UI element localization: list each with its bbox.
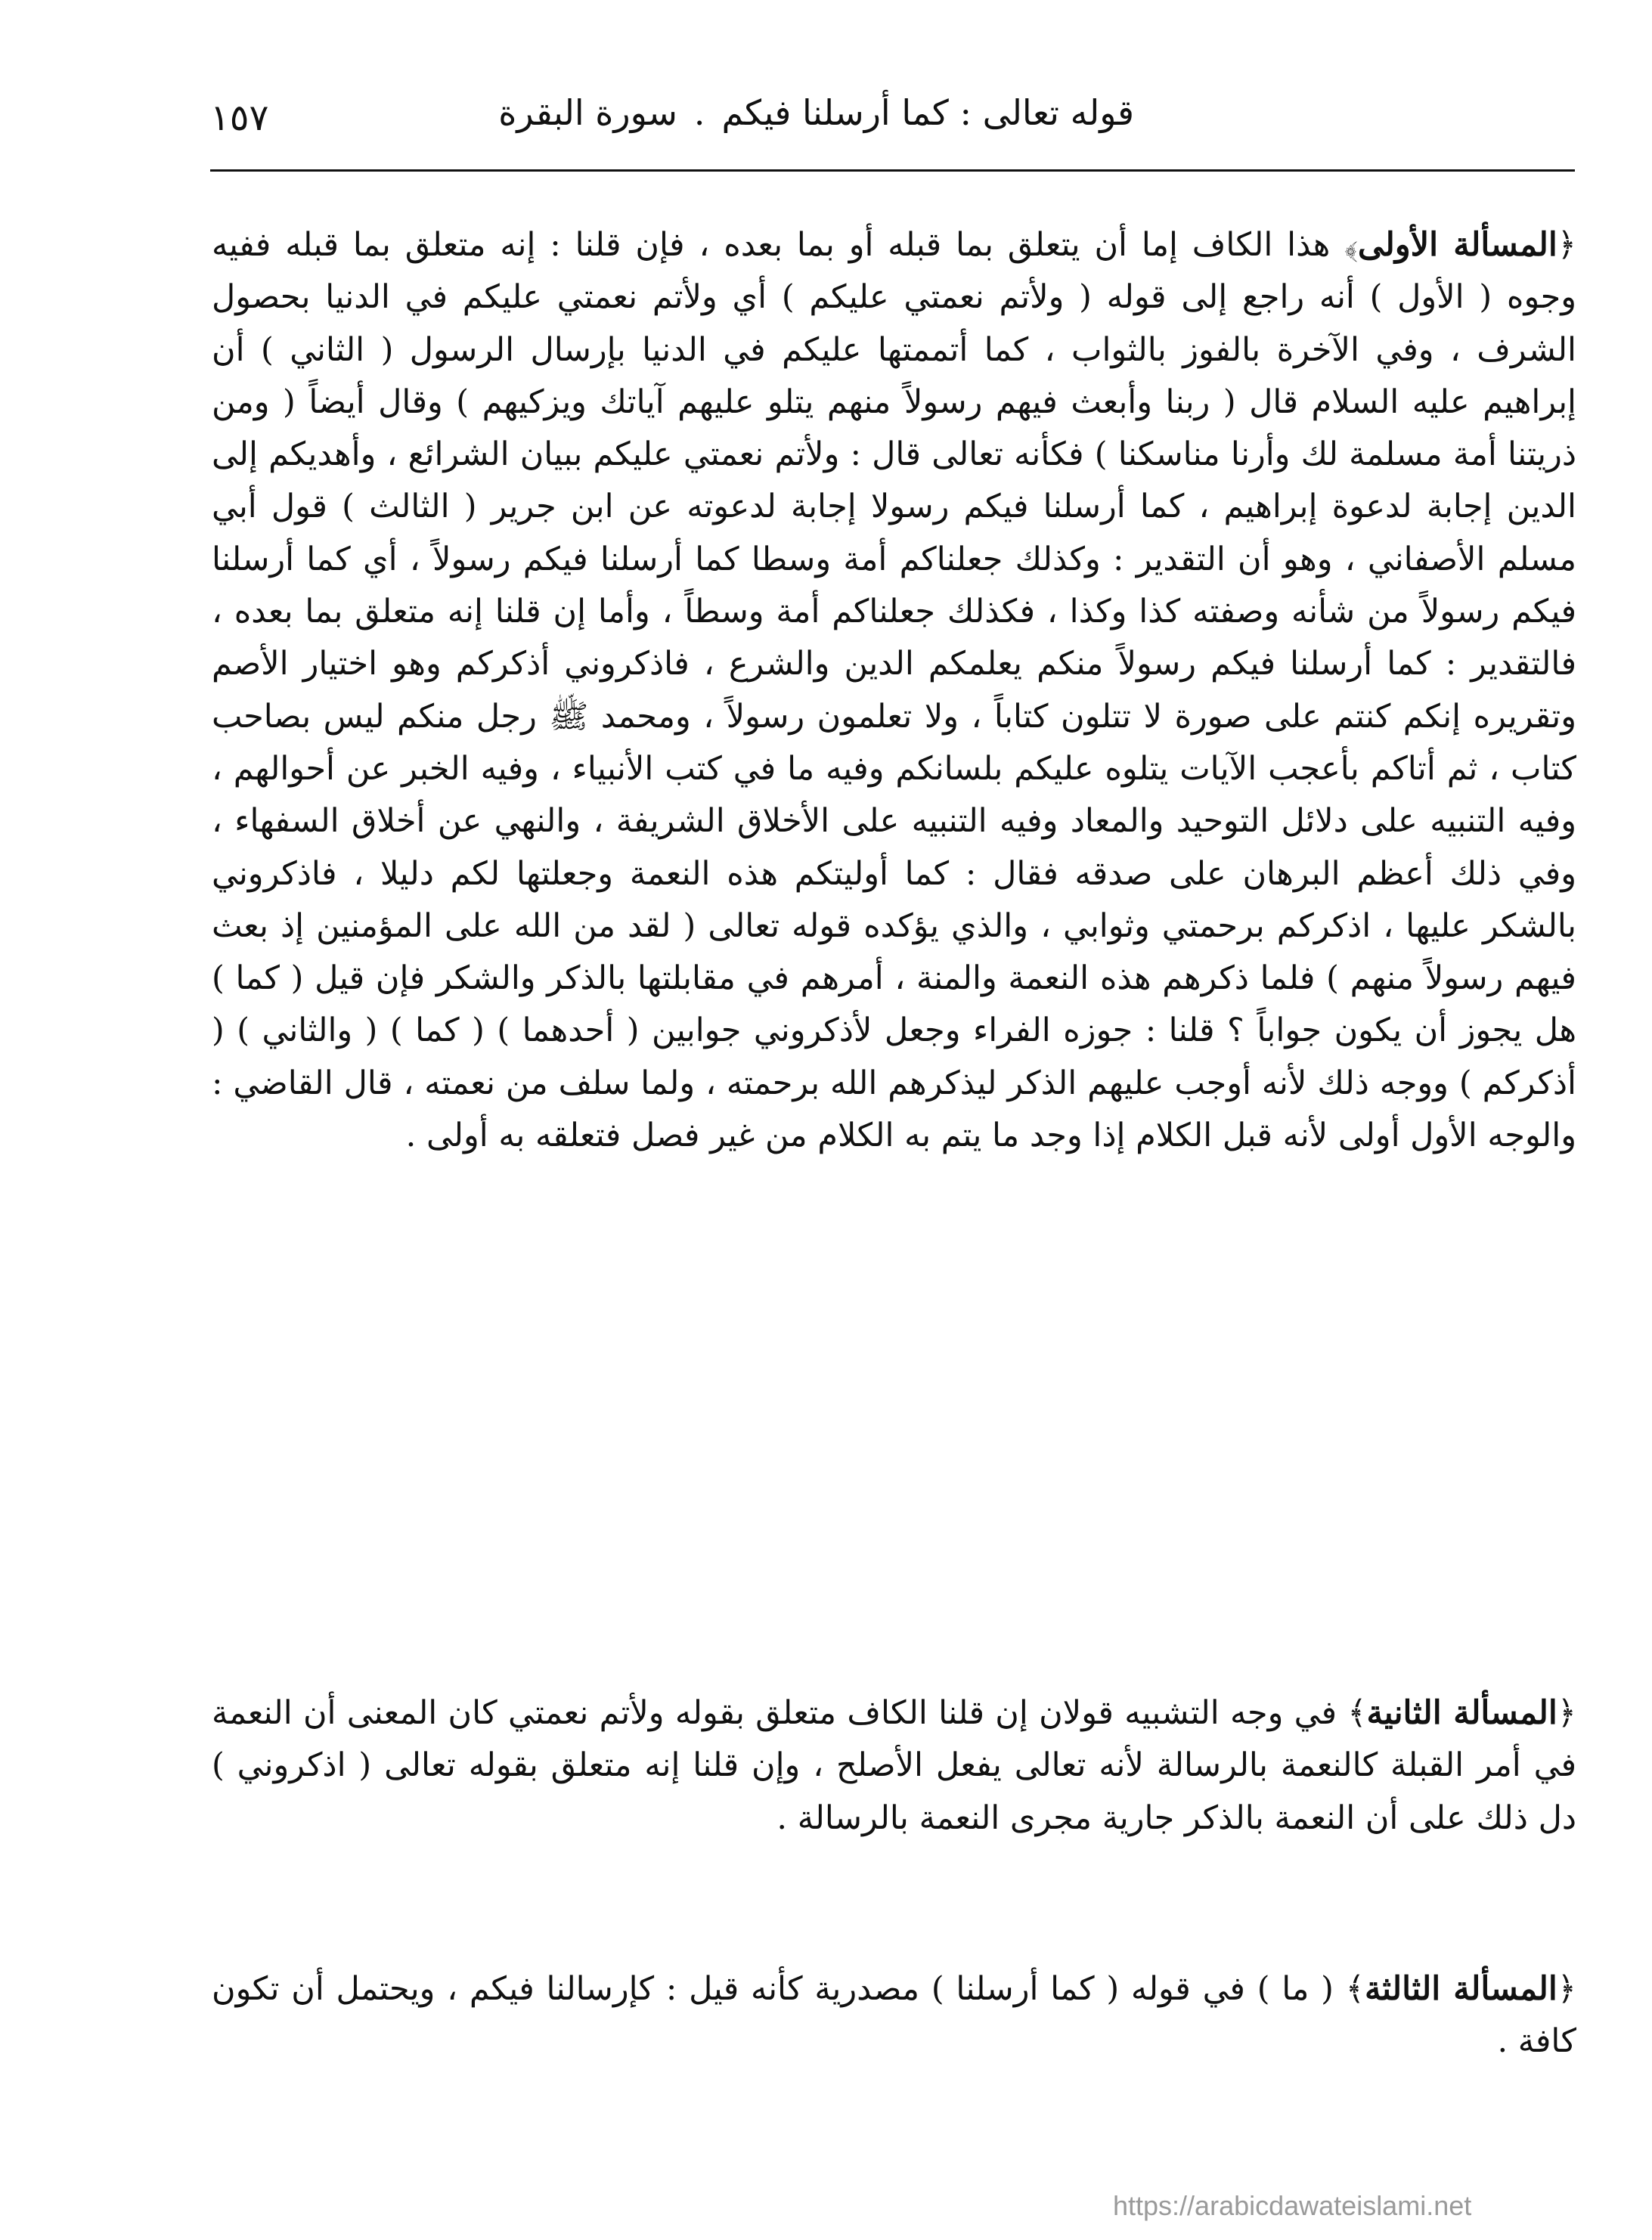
- ornate-bracket-open: ﴿: [1557, 1694, 1576, 1732]
- issue-heading-label: المسألة الأولى: [1357, 226, 1557, 264]
- ornate-bracket-close: ﴾: [1344, 226, 1358, 264]
- issue-heading-label: المسألة الثانية: [1366, 1694, 1557, 1732]
- running-header: [476, 92, 1134, 133]
- issue-section-first: [212, 219, 1576, 1162]
- header-separator: .: [693, 92, 705, 133]
- header-rule: [210, 169, 1575, 172]
- issue-body-text: ( ما ) في قوله ( كما أرسلنا ) مصدرية كأنه قيل : كإرسالنا فيكم ، ويحتمل أن تكون كافة .: [212, 1970, 1576, 2061]
- ornate-bracket-open: ﴿: [1557, 1970, 1576, 2008]
- ornate-bracket-open: ﴿: [1557, 226, 1576, 264]
- issue-body-text: هذا الكاف إما أن يتعلق بما قبله أو بما بعده ، فإن قلنا : إنه متعلق بما قبله ففيه وجوه ( الأول ) أنه راجع إلى قوله ( ولأتم نعمتي عليكم ) أي ولأتم نعمتي عليكم في الدنيا بحصول الشرف ، وفي الآخرة بالفوز بالثواب ، كما أتممتها عليكم في الدنيا بإرسال الرسول ( الثاني ) أن إبراهيم عليه السلام قال ( ربنا وأبعث فيهم رسولاً منهم يتلو عليهم آياتك ويزكيهم ) وقال أيضاً ( ومن ذريتنا أمة مسلمة لك وأرنا مناسكنا ) فكأنه تعالى قال : ولأتم نعمتي عليكم ببيان الشرائع ، وأهديكم إلى الدين إجابة لدعوة إبراهيم ، كما أرسلنا فيكم رسولا إجابة لدعوته عن ابن جرير ( الثالث ) قول أبي مسلم الأصفاني ، وهو أن التقدير : وكذلك جعلناكم أمة وسطا كما أرسلنا فيكم رسولاً ، أي كما أرسلنا فيكم رسولاً من شأنه وصفته كذا وكذا ، فكذلك جعلناكم أمة وسطاً ، وأما إن قلنا إنه متعلق بما بعده ، فالتقدير : كما أرسلنا فيكم رسولاً منكم يعلمكم الدين والشرع ، فاذكروني أذكركم وهو اختيار الأصم وتقريره إنكم كنتم على صورة لا تتلون كتاباً ، ولا تعلمون رسولاً ، ومحمد ﷺ رجل منكم ليس بصاحب كتاب ، ثم أتاكم بأعجب الآيات يتلوه عليكم بلسانكم وفيه ما في كتب الأنبياء ، وفيه الخبر عن أحوالهم ، وفيه التنبيه على دلائل التوحيد والمعاد وفيه التنبيه على الأخلاق الشريفة ، والنهي عن أخلاق السفهاء ، وفي ذلك أعظم البرهان على صدقه فقال : كما أوليتكم هذه النعمة وجعلتها لكم دليلا ، فاذكروني بالشكر عليها ، اذكركم برحمتي وثوابي ، والذي يؤكده قوله تعالى ( لقد من الله على المؤمنين إذ بعث فيهم رسولاً منهم ) فلما ذكرهم هذه النعمة والمنة ، أمرهم في مقابلتها بالذكر والشكر فإن قيل ( كما ) هل يجوز أن يكون جواباً ؟ قلنا : جوزه الفراء وجعل لأذكروني جوابين ( أحدهما ) ( كما ) ( والثاني ) ( أذكركم ) ووجه ذلك لأنه أوجب عليهم الذكر ليذكرهم الله برحمته ، ولما سلف من نعمته ، قال القاضي : والوجه الأول أولى لأنه قبل الكلام إذا وجد ما يتم به الكلام من غير فصل فتعلقه به أولى .: [212, 226, 1577, 1155]
- issue-heading: [1347, 1694, 1576, 1732]
- issue-heading-label: المسألة الثالثة: [1364, 1970, 1557, 2008]
- header-surah: سورة البقرة: [498, 92, 677, 133]
- issue-body-text: في وجه التشبيه قولان إن قلنا الكاف متعلق بقوله ولأتم نعمتي كان المعنى أن النعمة في أمر القبلة كالنعمة بالرسالة لأنه تعالى يفعل الأصلح ، وإن قلنا إنه متعلق بقوله تعالى ( اذكروني ) دل ذلك على أن النعمة بالذكر جارية مجرى النعمة بالرسالة .: [212, 1694, 1576, 1837]
- ornate-bracket-close: ﴾: [1345, 1970, 1365, 2008]
- website-watermark: https://arabicdawateislami.net: [1113, 2190, 1472, 2221]
- issue-section-third: [212, 1963, 1576, 2068]
- header-title: قوله تعالى : كما أرسلنا فيكم: [721, 92, 1134, 133]
- issue-heading: [1344, 226, 1576, 264]
- ornate-bracket-close: ﴾: [1347, 1694, 1367, 1732]
- issue-heading: [1346, 1970, 1576, 2008]
- page-number: ١٥٧: [210, 97, 269, 139]
- issue-section-second: [212, 1687, 1576, 1845]
